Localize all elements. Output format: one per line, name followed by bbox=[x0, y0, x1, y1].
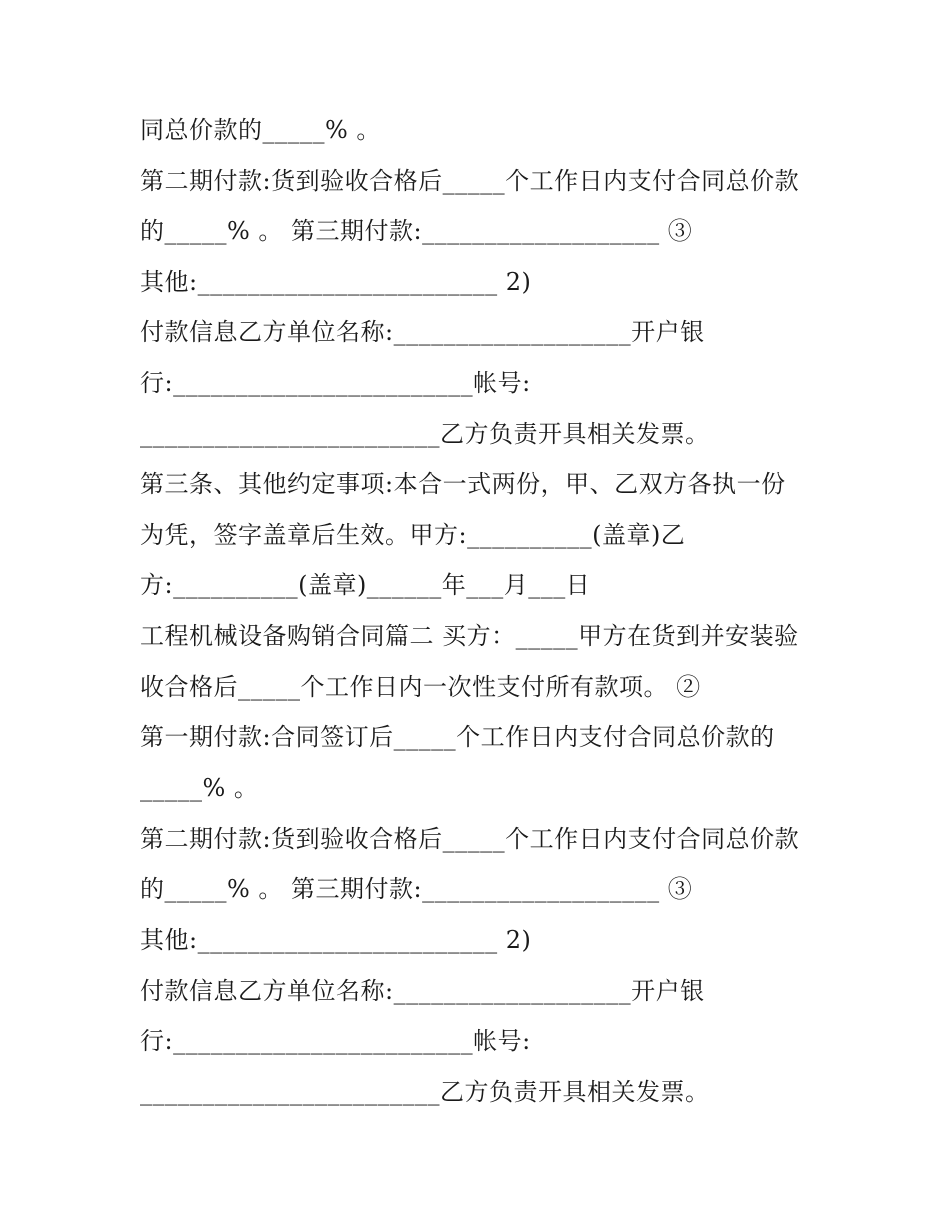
text-line: _____% 。 bbox=[140, 774, 259, 802]
text-line: 同总价款的_____% 。 bbox=[140, 116, 381, 144]
text-line: 方:__________(盖章)______年___月___日 bbox=[140, 571, 591, 599]
text-line: 第二期付款:货到验收合格后_____个工作日内支付合同总价款 bbox=[140, 167, 800, 195]
text-line: 行:________________________帐号: bbox=[140, 369, 531, 397]
text-line: 工程机械设备购销合同篇二 买方：_____甲方在货到并安装验 bbox=[140, 622, 799, 650]
text-line: 为凭，签字盖章后生效。甲方:__________(盖章)乙 bbox=[140, 521, 686, 549]
text-line: 第三条、其他约定事项:本合一式两份，甲、乙双方各执一份 bbox=[140, 470, 786, 498]
text-line: 的_____% 。 第三期付款:___________________ ③ bbox=[140, 875, 693, 903]
text-line: 收合格后_____个工作日内一次性支付所有款项。 ② bbox=[140, 673, 701, 701]
text-line: 第一期付款:合同签订后_____个工作日内支付合同总价款的 bbox=[140, 723, 775, 751]
text-line: 付款信息乙方单位名称:___________________开户银 bbox=[140, 977, 705, 1005]
text-line: ________________________乙方负责开具相关发票。 bbox=[140, 1078, 710, 1106]
text-line: 其他:________________________ 2) bbox=[140, 926, 532, 954]
text-line: 其他:________________________ 2) bbox=[140, 268, 532, 296]
text-line: 第二期付款:货到验收合格后_____个工作日内支付合同总价款 bbox=[140, 825, 800, 853]
text-line: 的_____% 。 第三期付款:___________________ ③ bbox=[140, 217, 693, 245]
text-line: 付款信息乙方单位名称:___________________开户银 bbox=[140, 318, 705, 346]
text-line: ________________________乙方负责开具相关发票。 bbox=[140, 420, 710, 448]
text-line: 行:________________________帐号: bbox=[140, 1027, 531, 1055]
